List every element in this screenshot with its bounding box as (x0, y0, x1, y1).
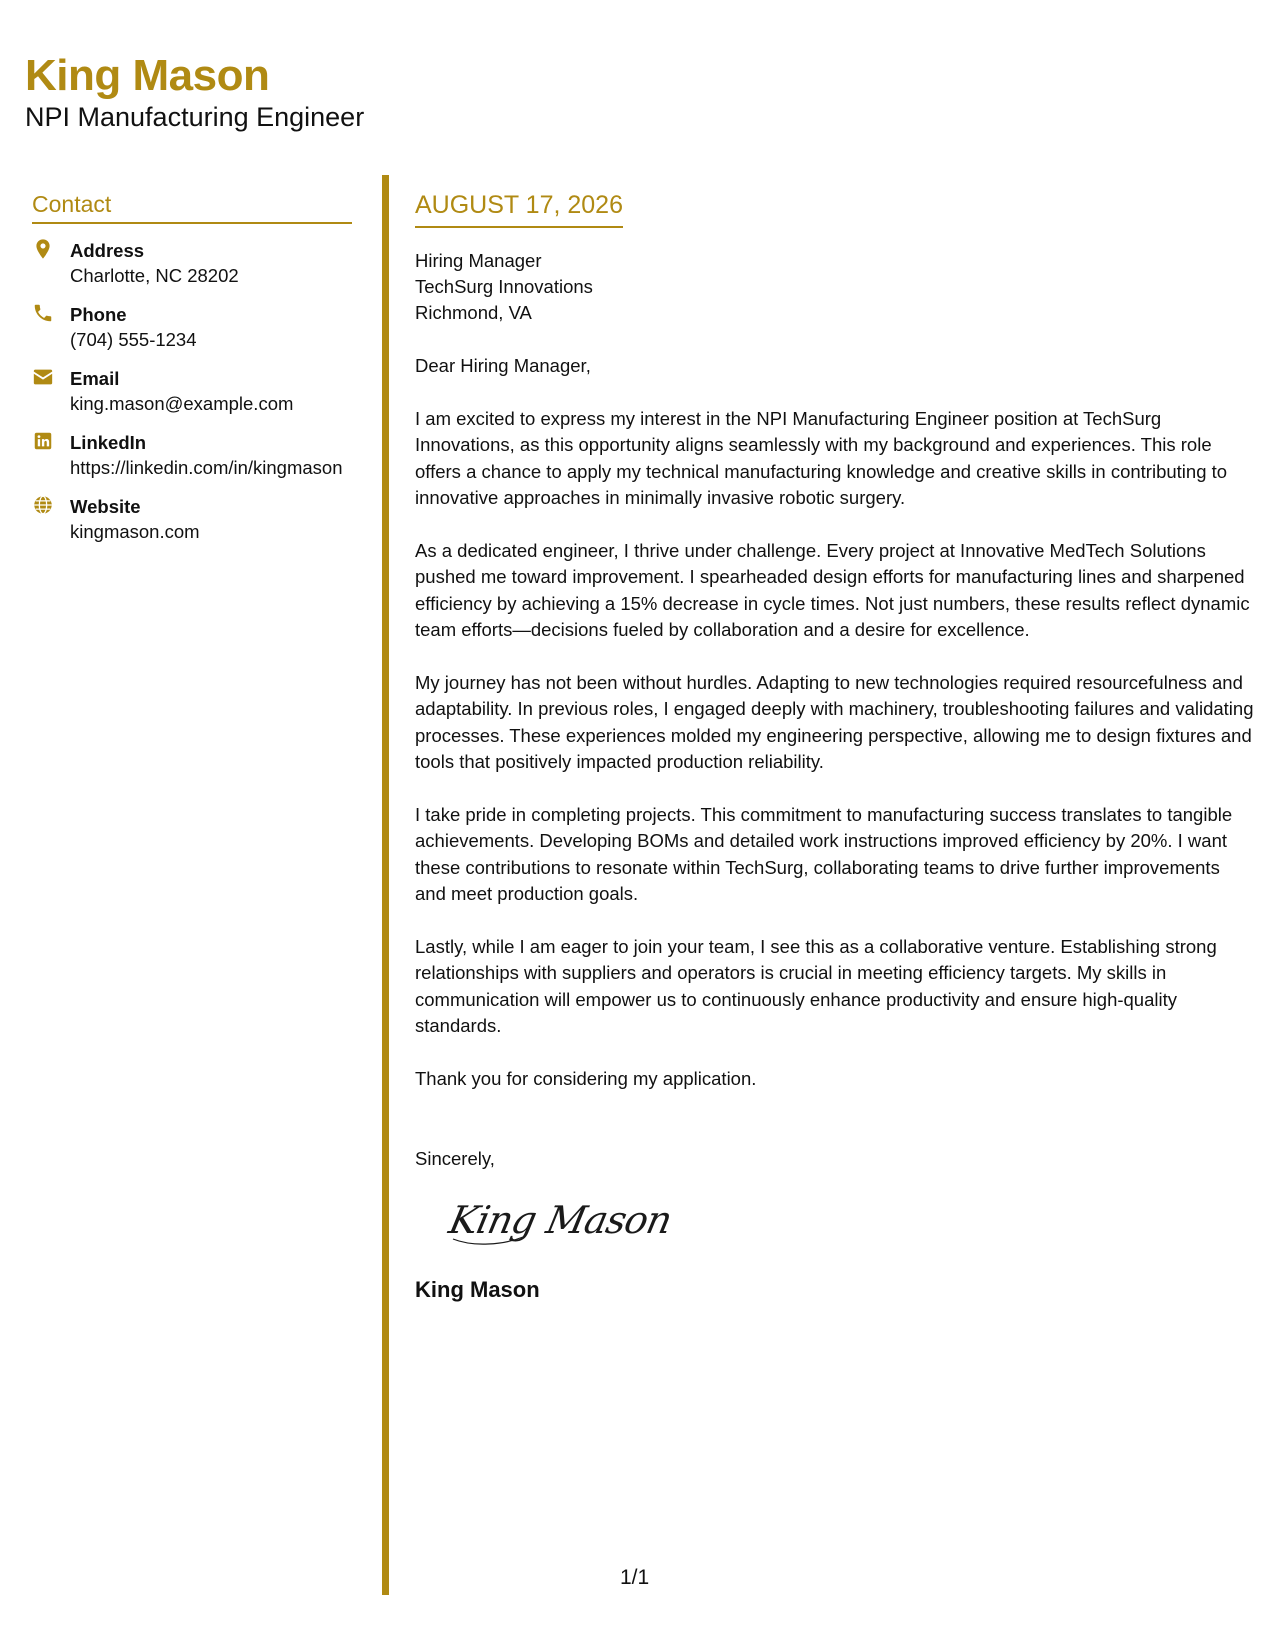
body-paragraph: I take pride in completing projects. This commitment to manufacturing success translates to tangible achievements. Developing BOMs and detailed work instructions improved efficiency by 20%. I want these contributions to resonate within TechSurg, collaborating teams to drive further improvements and meet production goals. (415, 803, 1233, 904)
linkedin-icon (32, 430, 54, 452)
contact-website (32, 494, 352, 544)
contact-value: king.mason@example.com (70, 393, 294, 414)
contact-label: LinkedIn (70, 432, 147, 453)
candidate-name: King Mason (25, 51, 270, 100)
letter-date: AUGUST 17, 2026 (415, 190, 623, 228)
location-pin-icon (32, 238, 54, 260)
recipient-line: Richmond, VA (415, 302, 532, 323)
contact-label: Email (70, 368, 120, 389)
contact-label: Phone (70, 304, 127, 325)
contact-address (32, 238, 352, 288)
contact-value: Charlotte, NC 28202 (70, 265, 239, 286)
page-number: 1/1 (620, 1566, 650, 1589)
phone-icon (32, 302, 54, 324)
contact-heading: Contact (32, 190, 352, 224)
body-paragraph: My journey has not been without hurdles. Adapting to new technologies required resourcefulness and adaptability. In previous roles, I engaged deeply with machinery, troubleshooting failures and validating processes. These experiences molded my engineering perspective, allowing me to design fixtures and tools that positively impacted production reliability. (415, 671, 1254, 772)
body-paragraph: Lastly, while I am eager to join your team, I see this as a collaborative venture. Establishing strong relationships with suppliers and operators is crucial in meeting efficiency targets. My skills in communication will empower us to continuously enhance productivity and ensure high-quality standards. (415, 935, 1217, 1036)
handwritten-signature (443, 1187, 683, 1257)
contact-sidebar (32, 190, 352, 544)
job-title: NPI Manufacturing Engineer (25, 102, 365, 132)
contact-label: Address (70, 240, 145, 261)
contact-value[interactable]: https://linkedin.com/in/kingmason (70, 457, 343, 478)
body-paragraph: I am excited to express my interest in the NPI Manufacturing Engineer position at TechSurg Innovations, as this opportunity aligns seamlessly with my background and experiences. This role offers a chance to apply my technical manufacturing knowledge and creative skills in contributing to innovative approaches in minimally invasive robotic surgery. (415, 407, 1228, 508)
greeting: Dear Hiring Manager, (415, 355, 591, 376)
body-paragraph: As a dedicated engineer, I thrive under challenge. Every project at Innovative MedTech Solutions pushed me toward improvement. I spearheaded design efforts for manufacturing lines and sharpened efficiency by achieving a 15% decrease in cycle times. Not just numbers, these results reflect dynamic team efforts—decisions fueled by collaboration and a desire for excellence. (415, 539, 1250, 640)
recipient-line: TechSurg Innovations (415, 276, 593, 297)
svg-text:KingMason: KingMason (445, 1197, 676, 1243)
vertical-divider (382, 175, 389, 1595)
body-paragraph: Thank you for considering my application. (415, 1067, 757, 1089)
contact-label: Website (70, 496, 141, 517)
contact-linkedin (32, 430, 352, 480)
contact-value[interactable]: kingmason.com (70, 521, 200, 542)
recipient-block (415, 248, 1255, 326)
signed-name: King Mason (415, 1277, 540, 1302)
closing: Sincerely, (415, 1148, 495, 1169)
recipient-line: Hiring Manager (415, 250, 542, 271)
envelope-icon (32, 366, 54, 388)
contact-value: (704) 555-1234 (70, 329, 197, 350)
contact-phone (32, 302, 352, 352)
globe-icon (32, 494, 54, 516)
contact-email (32, 366, 352, 416)
cover-letter (415, 190, 1255, 1304)
